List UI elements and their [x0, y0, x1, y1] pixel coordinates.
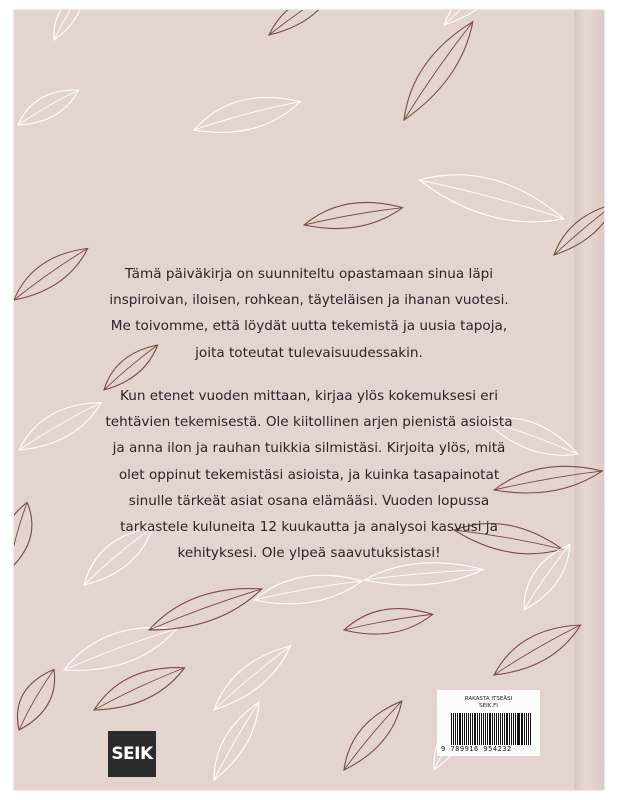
barcode: [451, 713, 532, 745]
barcode-bar: [481, 713, 482, 745]
blurb-line: joita toteutat tulevaisuudessakin.: [195, 344, 423, 361]
barcode-bar: [528, 713, 529, 745]
barcode-bar: [500, 713, 501, 745]
leaf-icon: [204, 696, 268, 785]
leaf-icon: [190, 86, 304, 143]
leaf-icon: [392, 13, 482, 126]
blurb-line: tarkastele kuluneita 12 kuukautta ja analysoi kasvusi ja: [120, 519, 498, 536]
leaf-icon: [415, 161, 569, 235]
leaf-icon: [263, 10, 340, 42]
barcode-bar: [498, 713, 499, 745]
barcode-bar: [492, 713, 493, 745]
blurb-line: Tämä päiväkirja on suunniteltu opastamaan sinua läpi: [124, 266, 494, 282]
barcode-bar: [451, 713, 452, 745]
leaf-icon: [302, 195, 405, 236]
book-back-cover: [14, 10, 604, 790]
barcode-bar: [453, 713, 454, 745]
leaf-icon: [14, 80, 84, 134]
barcode-bar: [518, 713, 519, 745]
barcode-bar: [464, 713, 465, 745]
barcode-bar: [472, 713, 473, 745]
barcode-bar: [474, 713, 476, 745]
blurb-line: Kun etenet vuoden mittaan, kirjaa ylös kokemuksesi eri: [119, 388, 499, 404]
barcode-bar: [504, 713, 505, 745]
barcode-bar: [485, 713, 486, 745]
leaf-icon: [436, 10, 519, 33]
barcode-bar: [513, 713, 514, 745]
barcode-bar: [511, 713, 512, 745]
leaf-icon: [252, 567, 365, 612]
barcode-bar: [479, 713, 480, 745]
blurb-paragraph-2: [14, 383, 604, 566]
barcode-bar: [515, 713, 516, 745]
blurb-line: inspiroivan, iloisen, rohkean, täyteläisen ja ihanan vuotesi.: [109, 292, 509, 309]
barcode-bar: [489, 713, 491, 745]
leaf-icon: [342, 602, 435, 641]
barcode-bar: [494, 713, 495, 745]
barcode-bar: [506, 713, 508, 745]
barcode-bar: [468, 713, 469, 745]
blurb-line: olet oppinut tekemistäsi asioista, ja kuinka tasapainotat: [118, 466, 500, 483]
barcode-publisher-site: SEIK.FI: [479, 703, 498, 709]
barcode-bar: [466, 713, 467, 745]
blurb-line: tehtävien tekemisestä. Ole kiitollinen arjen pienistä asioista: [105, 414, 513, 431]
blurb-line: kehityksesi. Ole ylpeä saavutuksistasi!: [177, 545, 441, 562]
barcode-bar: [509, 713, 510, 745]
barcode-bar: [455, 713, 456, 745]
blurb-line: sinulle tärkeät asiat osana elämääsi. Vuoden lopussa: [128, 492, 490, 509]
barcode-bar: [487, 713, 488, 745]
barcode-bar: [477, 713, 478, 745]
barcode-bar: [524, 713, 525, 745]
barcode-bar: [462, 713, 463, 745]
barcode-bar: [526, 713, 527, 745]
leaf-icon: [487, 613, 587, 686]
barcode-bar: [470, 713, 471, 745]
leaf-icon: [144, 576, 266, 642]
barcode-bar: [530, 713, 531, 745]
barcode-label: [437, 690, 540, 756]
leaf-icon: [334, 693, 410, 777]
leaf-icon: [46, 10, 91, 44]
blurb-line: ja anna ilon ja rauhan tuikkia silmistäsi. Kirjoita ylös, mitä: [112, 440, 506, 457]
isbn-digits: 9 789916 954232: [441, 745, 512, 753]
publisher-logo: [108, 731, 156, 777]
barcode-bar: [459, 713, 461, 745]
blurb-line: Me toivomme, että löydät uutta tekemistä ja uusia tapoja,: [110, 318, 508, 335]
leaf-icon: [547, 196, 604, 262]
barcode-bar: [517, 713, 518, 745]
leaf-icon: [14, 662, 64, 736]
leaf-icon: [88, 655, 190, 721]
blurb-paragraph-1: [14, 261, 604, 366]
barcode-bar: [502, 713, 503, 745]
barcode-title: RAKASTA ITSEÄSI: [464, 696, 513, 702]
barcode-bar: [521, 713, 523, 745]
logo-text: SEIK: [111, 744, 153, 764]
leaf-icon: [206, 636, 298, 719]
barcode-bar: [483, 713, 484, 745]
barcode-bar: [457, 713, 458, 745]
barcode-bar: [496, 713, 497, 745]
